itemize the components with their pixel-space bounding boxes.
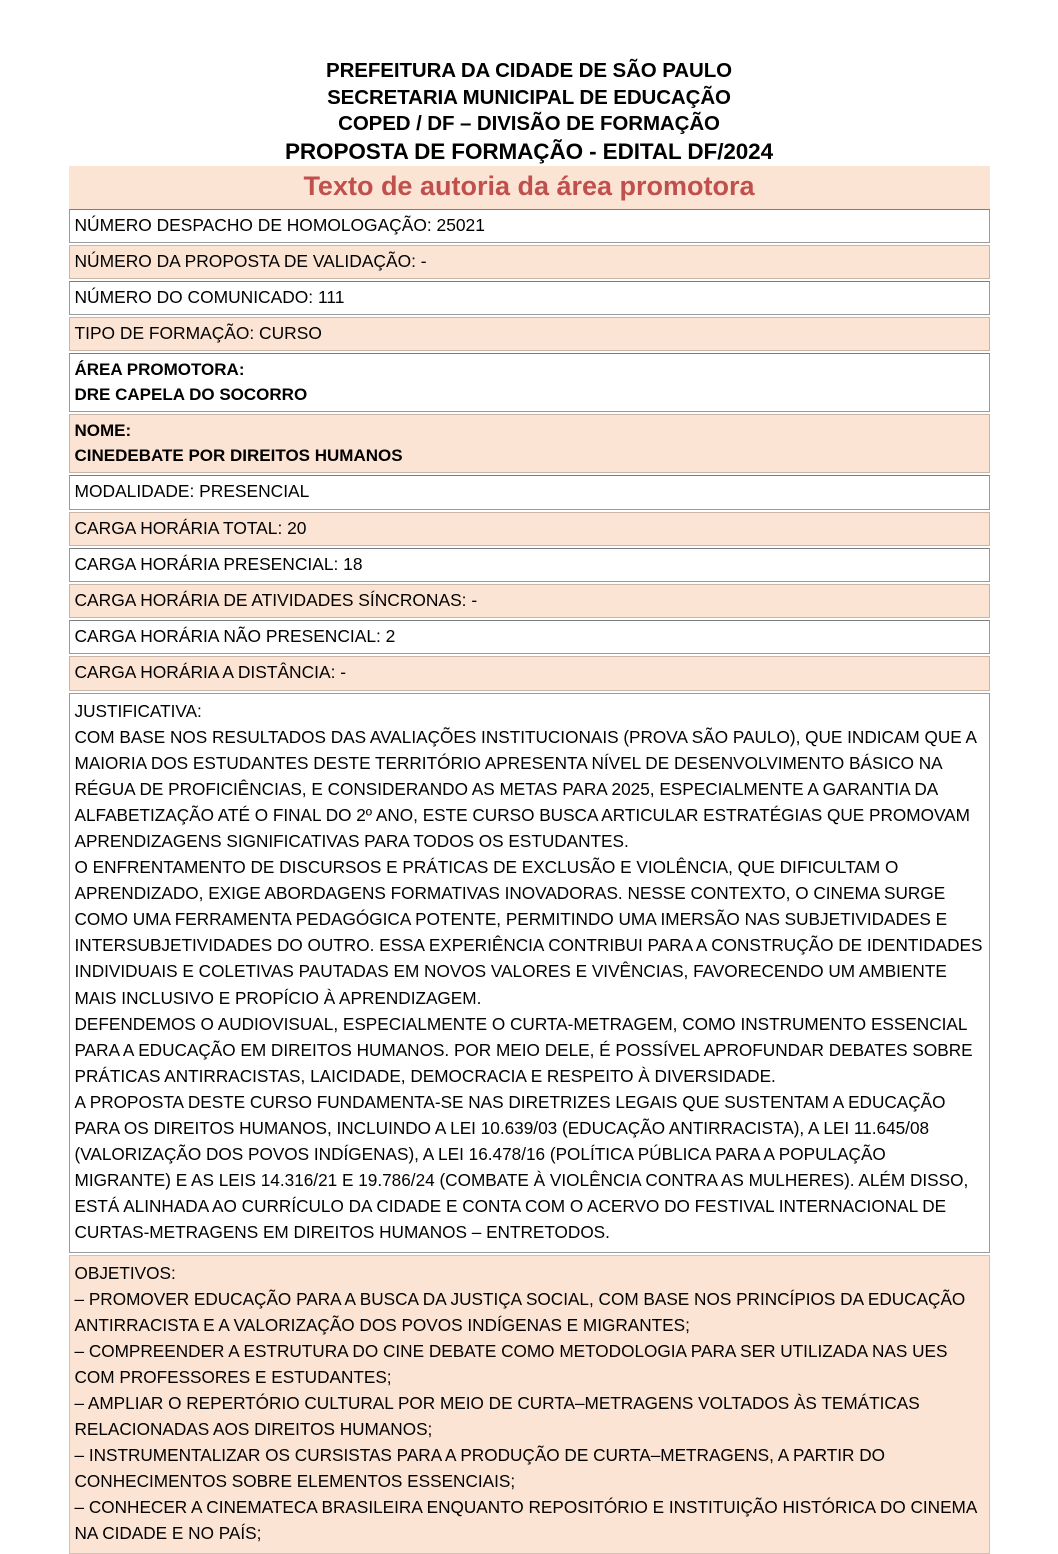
- objetivos-item: – AMPLIAR O REPERTÓRIO CULTURAL POR MEIO DE CURTA–METRAGENS VOLTADOS ÀS TEMÁTICAS RELACIONADAS AOS DIREITOS HUMANOS;: [74, 1392, 920, 1440]
- field-text: NÚMERO DO COMUNICADO: 111: [74, 286, 345, 307]
- section-justificativa: [69, 693, 990, 1253]
- field-text: NÚMERO DA PROPOSTA DE VALIDAÇÃO: -: [74, 250, 427, 271]
- field-text: NÚMERO DESPACHO DE HOMOLOGAÇÃO: 25021: [74, 214, 485, 235]
- field-label: NOME:: [74, 421, 132, 441]
- field-text: CARGA HORÁRIA A DISTÂNCIA: -: [74, 662, 347, 683]
- objetivos-heading: OBJETIVOS:: [74, 1262, 176, 1283]
- justificativa-paragraph-3: DEFENDEMOS O AUDIOVISUAL, ESPECIALMENTE O CURTA-METRAGEM, COMO INSTRUMENTO ESSENCIAL PARA A EDUCAÇÃO EM DIREITOS HUMANOS. POR MEIO DELE, É POSSÍVEL APROFUNDAR DEBATES SOBRE PRÁTICAS ANTIRRACISTAS, LAICIDADE, DEMOCRACIA E RESPEITO À DIVERSIDADE.: [74, 1013, 973, 1086]
- field-row-nome: [69, 414, 990, 473]
- field-row-area-promotora: [69, 353, 990, 412]
- justificativa-paragraph-2: O ENFRENTAMENTO DE DISCURSOS E PRÁTICAS DE EXCLUSÃO E VIOLÊNCIA, QUE DIFICULTAM O APRENDIZADO, EXIGE ABORDAGENS FORMATIVAS INOVADORAS. NESSE CONTEXTO, O CINEMA SURGE COMO UMA FERRAMENTA PEDAGÓGICA POTENTE, PERMITINDO UMA IMERSÃO NAS SUBJETIVIDADES E INTERSUBJETIVIDADES DO OUTRO. ESSA EXPERIÊNCIA CONTRIBUI PARA A CONSTRUÇÃO DE IDENTIDADES INDIVIDUAIS E COLETIVAS PAUTADAS EM NOVOS VALORES E VIVÊNCIAS, FAVORECENDO UM AMBIENTE MAIS INCLUSIVO E PROPÍCIO À APRENDIZAGEM.: [74, 857, 983, 1008]
- field-text: CARGA HORÁRIA NÃO PRESENCIAL: 2: [74, 626, 396, 647]
- header-line-coped: COPED / DF – DIVISÃO DE FORMAÇÃO: [338, 112, 720, 135]
- field-row-modalidade: [69, 475, 990, 509]
- field-text: CARGA HORÁRIA TOTAL: 20: [74, 517, 307, 538]
- field-row-carga-horaria-sincronas: [69, 584, 990, 618]
- field-row-carga-horaria-total: [69, 512, 990, 546]
- document-header: [0, 0, 1058, 166]
- objetivos-item: – COMPREENDER A ESTRUTURA DO CINE DEBATE COMO METODOLOGIA PARA SER UTILIZADA NAS UES COM PROFESSORES E ESTUDANTES;: [74, 1340, 948, 1387]
- field-row-tipo-formacao: [69, 317, 990, 351]
- header-line-prefeitura: PREFEITURA DA CIDADE DE SÃO PAULO: [326, 59, 732, 82]
- section-objetivos: [69, 1255, 990, 1554]
- header-line-proposta: PROPOSTA DE FORMAÇÃO - EDITAL DF/2024: [284, 138, 773, 164]
- field-text: CARGA HORÁRIA PRESENCIAL: 18: [74, 553, 363, 574]
- field-row-numero-comunicado: [69, 281, 990, 315]
- objetivos-item: – PROMOVER EDUCAÇÃO PARA A BUSCA DA JUSTIÇA SOCIAL, COM BASE NOS PRINCÍPIOS DA EDUCAÇÃO ANTIRRACISTA E A VALORIZAÇÃO DOS POVOS INDÍGENAS E MIGRANTES;: [74, 1288, 966, 1335]
- field-text: TIPO DE FORMAÇÃO: CURSO: [74, 323, 322, 344]
- field-text: CARGA HORÁRIA DE ATIVIDADES SÍNCRONAS: -: [74, 589, 478, 610]
- objetivos-item: – CONHECER A CINEMATECA BRASILEIRA ENQUANTO REPOSITÓRIO E INSTITUIÇÃO HISTÓRICA DO CINEMA NA CIDADE E NO PAÍS;: [74, 1497, 977, 1544]
- field-row-carga-horaria-presencial: [69, 548, 990, 582]
- objetivos-item: – INSTRUMENTALIZAR OS CURSISTAS PARA A PRODUÇÃO DE CURTA–METRAGENS, A PARTIR DO CONHECIMENTOS SOBRE ELEMENTOS ESSENCIAIS;: [74, 1445, 886, 1492]
- section-title-banner: Texto de autoria da área promotora: [69, 166, 990, 209]
- field-row-carga-horaria-distancia: [69, 656, 990, 690]
- fields-table: [69, 209, 990, 1554]
- justificativa-paragraph-1: COM BASE NOS RESULTADOS DAS AVALIAÇÕES INSTITUCIONAIS (PROVA SÃO PAULO), QUE INDICAM QUE A MAIORIA DOS ESTUDANTES DESTE TERRITÓRIO APRESENTA NÍVEL DE DESENVOLVIMENTO BÁSICO NA RÉGUA DE PROFICIÊNCIAS, E CONSIDERANDO AS METAS PARA 2025, ESPECIALMENTE A GARANTIA DA ALFABETIZAÇÃO ATÉ O FINAL DO 2º ANO, ESTE CURSO BUSCA ARTICULAR ESTRATÉGIAS QUE PROMOVAM APRENDIZAGENS SIGNIFICATIVAS PARA TODOS OS ESTUDANTES.: [74, 726, 977, 851]
- field-text: MODALIDADE: PRESENCIAL: [74, 481, 310, 502]
- header-line-secretaria: SECRETARIA MUNICIPAL DE EDUCAÇÃO: [327, 85, 731, 109]
- field-value: CINEDEBATE POR DIREITOS HUMANOS: [74, 446, 403, 466]
- field-label: ÁREA PROMOTORA:: [74, 360, 245, 380]
- field-row-carga-horaria-nao-presencial: [69, 620, 990, 654]
- field-value: DRE CAPELA DO SOCORRO: [74, 385, 308, 405]
- justificativa-paragraph-4: A PROPOSTA DESTE CURSO FUNDAMENTA-SE NAS DIRETRIZES LEGAIS QUE SUSTENTAM A EDUCAÇÃO PARA OS DIREITOS HUMANOS, INCLUINDO A LEI 10.639/03 (EDUCAÇÃO ANTIRRACISTA), A LEI 11.645/08 (VALORIZAÇÃO DOS POVOS INDÍGENAS), A LEI 16.478/16 (POLÍTICA PÚBLICA PARA A POPULAÇÃO MIGRANTE) E AS LEIS 14.316/21 E 19.786/24 (COMBATE À VIOLÊNCIA CONTRA AS MULHERES). ALÉM DISSO, ESTÁ ALINHADA AO CURRÍCULO DA CIDADE E CONTA COM O ACERVO DO FESTIVAL INTERNACIONAL DE CURTAS-METRAGENS EM DIREITOS HUMANOS – ENTRETODOS.: [74, 1091, 969, 1243]
- field-row-numero-despacho: [69, 209, 990, 243]
- field-row-numero-proposta: [69, 245, 990, 279]
- justificativa-heading: JUSTIFICATIVA:: [74, 700, 202, 721]
